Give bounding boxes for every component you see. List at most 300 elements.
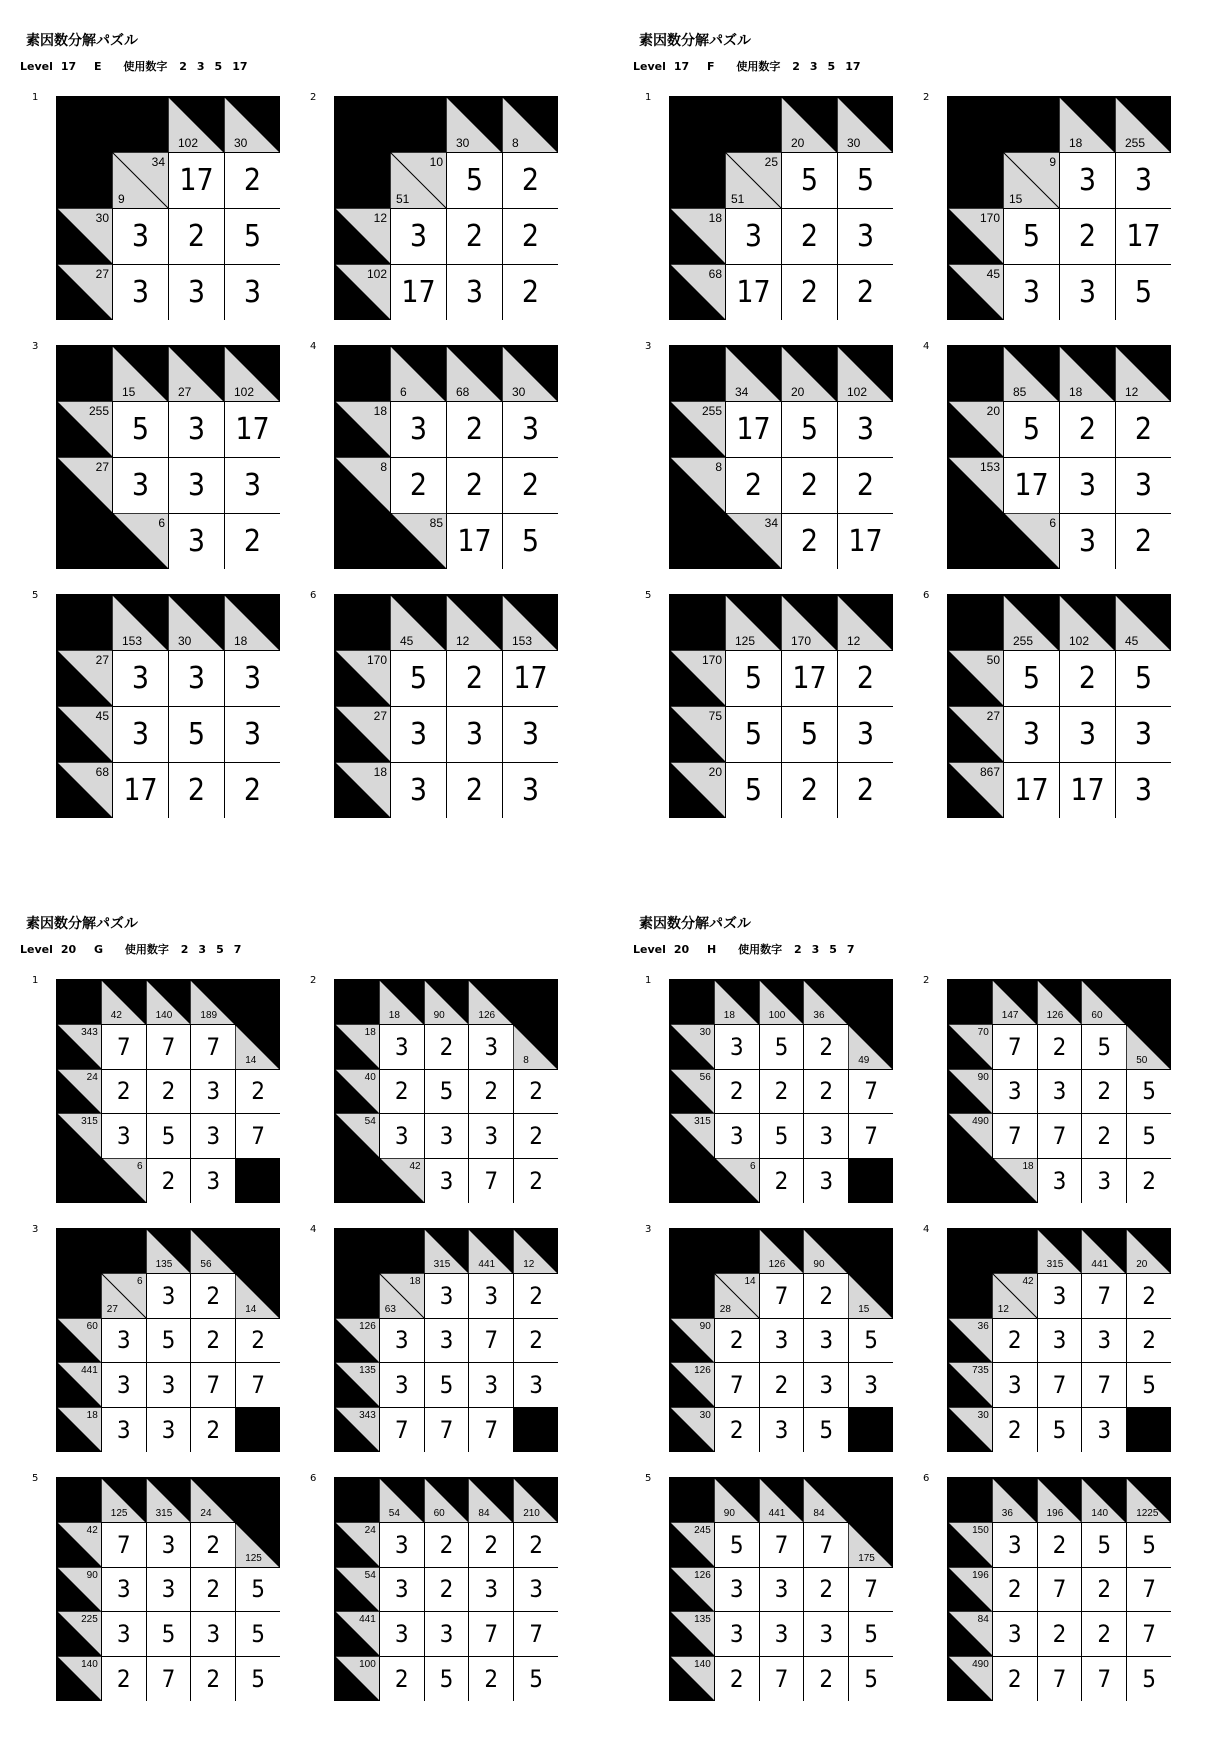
answer-cell[interactable]: 5 xyxy=(390,650,447,707)
answer-cell[interactable]: 7 xyxy=(1126,1567,1171,1613)
answer-cell[interactable]: 5 xyxy=(725,650,782,707)
sheet-title: 素因数分解パズル xyxy=(639,33,751,49)
answer-cell[interactable]: 3 xyxy=(714,1567,760,1613)
answer-cell[interactable]: 5 xyxy=(781,152,838,209)
answer-cell[interactable]: 3 xyxy=(468,1273,514,1319)
answer-cell[interactable]: 7 xyxy=(1081,1273,1127,1319)
clue-cell xyxy=(334,1407,380,1452)
answer-cell[interactable]: 2 xyxy=(781,762,838,818)
answer-cell[interactable]: 3 xyxy=(714,1113,760,1159)
answer-cell[interactable]: 2 xyxy=(101,1069,147,1115)
answer-cell[interactable]: 3 xyxy=(190,1113,236,1159)
answer-cell[interactable]: 3 xyxy=(112,457,169,514)
answer-cell[interactable]: 3 xyxy=(146,1273,192,1319)
answer-cell[interactable]: 7 xyxy=(146,1656,192,1701)
answer-cell[interactable]: 7 xyxy=(714,1362,760,1408)
answer-cell[interactable]: 7 xyxy=(468,1407,514,1452)
answer-cell[interactable]: 3 xyxy=(1081,1318,1127,1364)
answer-cell[interactable]: 3 xyxy=(725,208,782,265)
answer-cell[interactable]: 7 xyxy=(1126,1611,1171,1657)
answer-cell[interactable]: 3 xyxy=(224,457,280,514)
answer-cell[interactable]: 3 xyxy=(502,706,558,763)
answer-cell[interactable]: 2 xyxy=(502,208,558,265)
answer-cell[interactable]: 3 xyxy=(190,1158,236,1203)
answer-cell[interactable]: 17 xyxy=(1003,457,1060,514)
answer-cell[interactable]: 2 xyxy=(513,1522,558,1568)
answer-cell[interactable]: 5 xyxy=(513,1656,558,1701)
answer-cell[interactable]: 5 xyxy=(446,152,503,209)
answer-cell[interactable]: 3 xyxy=(1059,513,1116,569)
answer-cell[interactable]: 2 xyxy=(1059,401,1116,458)
answer-cell[interactable]: 5 xyxy=(235,1567,280,1613)
answer-cell[interactable]: 2 xyxy=(235,1318,280,1364)
answer-cell[interactable]: 3 xyxy=(803,1158,849,1203)
answer-cell[interactable]: 2 xyxy=(992,1407,1038,1452)
row-clue: 343 xyxy=(359,1410,376,1422)
answer-cell[interactable]: 5 xyxy=(759,1024,805,1070)
answer-cell[interactable]: 3 xyxy=(379,1318,425,1364)
answer-cell[interactable]: 3 xyxy=(190,1611,236,1657)
answer-cell[interactable]: 2 xyxy=(837,650,893,707)
answer-cell[interactable]: 5 xyxy=(1126,1113,1171,1159)
answer-cell[interactable]: 3 xyxy=(446,706,503,763)
answer-cell[interactable]: 2 xyxy=(502,152,558,209)
answer-cell[interactable]: 5 xyxy=(1003,208,1060,265)
answer-cell[interactable]: 2 xyxy=(1037,1024,1083,1070)
answer-cell[interactable]: 7 xyxy=(759,1656,805,1701)
clue-cell xyxy=(224,96,280,153)
answer-cell[interactable]: 17 xyxy=(390,264,447,320)
puzzle-number: 6 xyxy=(310,1473,317,1484)
answer-cell[interactable]: 2 xyxy=(992,1567,1038,1613)
answer-cell[interactable]: 3 xyxy=(992,1362,1038,1408)
answer-cell[interactable]: 3 xyxy=(759,1318,805,1364)
answer-cell[interactable]: 5 xyxy=(146,1611,192,1657)
answer-cell[interactable]: 2 xyxy=(803,1273,849,1319)
answer-cell[interactable]: 5 xyxy=(714,1522,760,1568)
answer-cell[interactable]: 5 xyxy=(168,706,225,763)
answer-cell[interactable]: 2 xyxy=(1081,1069,1127,1115)
answer-cell[interactable]: 2 xyxy=(446,650,503,707)
answer-cell[interactable]: 3 xyxy=(112,208,169,265)
answer-cell[interactable]: 3 xyxy=(837,401,893,458)
answer-cell[interactable]: 3 xyxy=(1081,1407,1127,1452)
answer-cell[interactable]: 2 xyxy=(714,1069,760,1115)
answer-cell[interactable]: 2 xyxy=(424,1522,470,1568)
answer-cell[interactable]: 2 xyxy=(502,264,558,320)
clue-cell xyxy=(56,1656,102,1701)
answer-cell[interactable]: 7 xyxy=(424,1407,470,1452)
answer-cell[interactable]: 17 xyxy=(168,152,225,209)
answer-cell[interactable]: 3 xyxy=(1059,706,1116,763)
answer-cell[interactable]: 3 xyxy=(101,1611,147,1657)
answer-cell[interactable]: 5 xyxy=(235,1611,280,1657)
answer-cell[interactable]: 7 xyxy=(1037,1113,1083,1159)
answer-cell[interactable]: 3 xyxy=(1003,264,1060,320)
answer-cell[interactable]: 3 xyxy=(168,457,225,514)
answer-cell[interactable]: 17 xyxy=(725,264,782,320)
answer-cell[interactable]: 7 xyxy=(1037,1567,1083,1613)
answer-cell[interactable]: 3 xyxy=(513,1362,558,1408)
answer-cell[interactable]: 5 xyxy=(1126,1362,1171,1408)
answer-cell[interactable]: 3 xyxy=(1115,457,1171,514)
answer-cell[interactable]: 7 xyxy=(468,1318,514,1364)
answer-cell[interactable]: 3 xyxy=(390,762,447,818)
answer-cell[interactable]: 2 xyxy=(992,1318,1038,1364)
answer-cell[interactable]: 2 xyxy=(224,152,280,209)
answer-cell[interactable]: 7 xyxy=(759,1273,805,1319)
row-clue: 42 xyxy=(409,1161,421,1173)
answer-cell[interactable]: 3 xyxy=(759,1567,805,1613)
column-clue: 12 xyxy=(1125,385,1139,399)
row-clue: 18 xyxy=(1022,1161,1034,1173)
answer-cell[interactable]: 3 xyxy=(1037,1273,1083,1319)
answer-cell[interactable]: 7 xyxy=(101,1024,147,1070)
answer-cell[interactable]: 3 xyxy=(224,264,280,320)
answer-cell[interactable]: 3 xyxy=(468,1024,514,1070)
answer-cell[interactable]: 2 xyxy=(446,401,503,458)
answer-cell[interactable]: 5 xyxy=(803,1407,849,1452)
answer-cell[interactable]: 3 xyxy=(424,1318,470,1364)
answer-cell[interactable]: 7 xyxy=(101,1522,147,1568)
answer-cell[interactable]: 5 xyxy=(424,1069,470,1115)
answer-cell[interactable]: 7 xyxy=(190,1362,236,1408)
answer-cell[interactable]: 3 xyxy=(379,1522,425,1568)
answer-cell[interactable]: 5 xyxy=(1115,650,1171,707)
answer-cell[interactable]: 17 xyxy=(725,401,782,458)
answer-cell[interactable]: 7 xyxy=(848,1567,893,1613)
answer-cell[interactable]: 2 xyxy=(513,1113,558,1159)
answer-cell[interactable]: 7 xyxy=(848,1069,893,1115)
answer-cell[interactable]: 2 xyxy=(513,1318,558,1364)
answer-cell[interactable]: 7 xyxy=(759,1522,805,1568)
column-clue: 15 xyxy=(1009,192,1023,206)
answer-cell[interactable]: 2 xyxy=(803,1024,849,1070)
answer-cell[interactable]: 7 xyxy=(235,1113,280,1159)
answer-cell[interactable]: 5 xyxy=(146,1318,192,1364)
answer-cell[interactable]: 5 xyxy=(1126,1656,1171,1701)
answer-cell[interactable]: 2 xyxy=(837,264,893,320)
answer-cell[interactable]: 3 xyxy=(714,1611,760,1657)
clue-cell xyxy=(1126,1024,1171,1070)
answer-cell[interactable]: 2 xyxy=(1126,1273,1171,1319)
answer-cell[interactable]: 2 xyxy=(502,457,558,514)
answer-cell[interactable]: 7 xyxy=(992,1113,1038,1159)
answer-cell[interactable]: 2 xyxy=(513,1069,558,1115)
answer-cell[interactable]: 3 xyxy=(379,1024,425,1070)
blocked-cell xyxy=(235,979,280,1025)
answer-cell[interactable]: 2 xyxy=(190,1273,236,1319)
answer-cell[interactable]: 17 xyxy=(224,401,280,458)
answer-cell[interactable]: 3 xyxy=(759,1407,805,1452)
clue-cell xyxy=(992,1273,1038,1319)
answer-cell[interactable]: 3 xyxy=(1115,762,1171,818)
answer-cell[interactable]: 7 xyxy=(513,1611,558,1657)
answer-cell[interactable]: 3 xyxy=(146,1362,192,1408)
answer-cell[interactable]: 3 xyxy=(379,1611,425,1657)
answer-cell[interactable]: 2 xyxy=(837,762,893,818)
clue-triangle-shape xyxy=(168,345,225,402)
answer-cell[interactable]: 5 xyxy=(1126,1069,1171,1115)
answer-cell[interactable]: 17 xyxy=(112,762,169,818)
answer-cell[interactable]: 2 xyxy=(424,1567,470,1613)
answer-cell[interactable]: 7 xyxy=(803,1522,849,1568)
answer-cell[interactable]: 3 xyxy=(224,650,280,707)
answer-cell[interactable]: 3 xyxy=(101,1362,147,1408)
answer-cell[interactable]: 3 xyxy=(168,264,225,320)
answer-cell[interactable]: 3 xyxy=(837,706,893,763)
answer-cell[interactable]: 2 xyxy=(725,457,782,514)
answer-cell[interactable]: 3 xyxy=(101,1318,147,1364)
answer-cell[interactable]: 2 xyxy=(714,1318,760,1364)
answer-cell[interactable]: 3 xyxy=(848,1362,893,1408)
answer-cell[interactable]: 2 xyxy=(781,264,838,320)
clue-cell xyxy=(947,1069,993,1115)
answer-cell[interactable]: 3 xyxy=(379,1362,425,1408)
answer-cell[interactable]: 7 xyxy=(1081,1362,1127,1408)
answer-cell[interactable]: 5 xyxy=(1003,650,1060,707)
answer-cell[interactable]: 2 xyxy=(190,1407,236,1452)
answer-cell[interactable]: 5 xyxy=(235,1656,280,1701)
answer-cell[interactable]: 2 xyxy=(513,1273,558,1319)
answer-cell[interactable]: 2 xyxy=(146,1069,192,1115)
answer-cell[interactable]: 3 xyxy=(379,1113,425,1159)
answer-cell[interactable]: 3 xyxy=(468,1113,514,1159)
answer-cell[interactable]: 5 xyxy=(224,208,280,265)
answer-cell[interactable]: 3 xyxy=(1003,706,1060,763)
answer-cell[interactable]: 7 xyxy=(1037,1656,1083,1701)
answer-cell[interactable]: 2 xyxy=(781,208,838,265)
answer-cell[interactable]: 3 xyxy=(112,706,169,763)
answer-cell[interactable]: 3 xyxy=(112,650,169,707)
answer-cell[interactable]: 3 xyxy=(379,1567,425,1613)
answer-cell[interactable]: 5 xyxy=(1115,264,1171,320)
answer-cell[interactable]: 2 xyxy=(1081,1611,1127,1657)
answer-cell[interactable]: 3 xyxy=(992,1611,1038,1657)
answer-cell[interactable]: 7 xyxy=(146,1024,192,1070)
answer-cell[interactable]: 2 xyxy=(1115,513,1171,569)
answer-cell[interactable]: 3 xyxy=(1115,706,1171,763)
answer-cell[interactable]: 5 xyxy=(725,762,782,818)
clue-cell xyxy=(1037,979,1083,1025)
answer-cell[interactable]: 3 xyxy=(168,401,225,458)
answer-cell[interactable]: 3 xyxy=(168,513,225,569)
answer-cell[interactable]: 17 xyxy=(1003,762,1060,818)
answer-cell[interactable]: 3 xyxy=(759,1611,805,1657)
clue-cell xyxy=(334,1113,380,1159)
answer-cell[interactable]: 2 xyxy=(468,1656,514,1701)
answer-cell[interactable]: 2 xyxy=(224,513,280,569)
answer-cell[interactable]: 5 xyxy=(1081,1522,1127,1568)
answer-cell[interactable]: 2 xyxy=(190,1567,236,1613)
answer-cell[interactable]: 2 xyxy=(446,762,503,818)
answer-cell[interactable]: 2 xyxy=(168,762,225,818)
answer-cell[interactable]: 2 xyxy=(1081,1567,1127,1613)
answer-cell[interactable]: 2 xyxy=(781,513,838,569)
answer-cell[interactable]: 3 xyxy=(446,264,503,320)
answer-cell[interactable]: 3 xyxy=(146,1407,192,1452)
answer-cell[interactable]: 3 xyxy=(190,1069,236,1115)
answer-cell[interactable]: 3 xyxy=(390,208,447,265)
answer-cell[interactable]: 2 xyxy=(146,1158,192,1203)
answer-cell[interactable]: 3 xyxy=(1059,152,1116,209)
answer-cell[interactable]: 5 xyxy=(759,1113,805,1159)
answer-cell[interactable]: 7 xyxy=(468,1158,514,1203)
answer-cell[interactable]: 3 xyxy=(513,1567,558,1613)
answer-cell[interactable]: 3 xyxy=(168,650,225,707)
answer-cell[interactable]: 2 xyxy=(190,1656,236,1701)
answer-cell[interactable]: 5 xyxy=(848,1318,893,1364)
answer-cell[interactable]: 5 xyxy=(848,1656,893,1701)
answer-cell[interactable]: 2 xyxy=(190,1318,236,1364)
answer-cell[interactable]: 2 xyxy=(1059,650,1116,707)
answer-cell[interactable]: 2 xyxy=(390,457,447,514)
answer-cell[interactable]: 17 xyxy=(502,650,558,707)
answer-cell[interactable]: 3 xyxy=(424,1611,470,1657)
answer-cell[interactable]: 17 xyxy=(446,513,503,569)
answer-cell[interactable]: 5 xyxy=(725,706,782,763)
row-clue: 18 xyxy=(364,1026,376,1038)
answer-cell[interactable]: 17 xyxy=(1115,208,1171,265)
answer-cell[interactable]: 2 xyxy=(803,1567,849,1613)
answer-cell[interactable]: 2 xyxy=(781,457,838,514)
blocked-cell xyxy=(947,1228,993,1274)
answer-cell[interactable]: 3 xyxy=(803,1318,849,1364)
answer-cell[interactable]: 5 xyxy=(502,513,558,569)
answer-cell[interactable]: 3 xyxy=(424,1113,470,1159)
answer-cell[interactable]: 5 xyxy=(112,401,169,458)
answer-cell[interactable]: 7 xyxy=(848,1113,893,1159)
answer-cell[interactable]: 5 xyxy=(837,152,893,209)
answer-cell[interactable]: 7 xyxy=(190,1024,236,1070)
answer-cell[interactable]: 17 xyxy=(1059,762,1116,818)
answer-cell[interactable]: 3 xyxy=(424,1158,470,1203)
answer-cell[interactable]: 3 xyxy=(146,1567,192,1613)
answer-cell[interactable]: 17 xyxy=(781,650,838,707)
answer-cell[interactable]: 3 xyxy=(390,706,447,763)
answer-cell[interactable]: 3 xyxy=(224,706,280,763)
answer-cell[interactable]: 5 xyxy=(1037,1407,1083,1452)
answer-cell[interactable]: 2 xyxy=(714,1656,760,1701)
column-clue: 51 xyxy=(731,192,745,206)
answer-cell[interactable]: 3 xyxy=(992,1522,1038,1568)
answer-cell[interactable]: 3 xyxy=(101,1407,147,1452)
answer-cell[interactable]: 3 xyxy=(837,208,893,265)
answer-cell[interactable]: 3 xyxy=(101,1567,147,1613)
answer-cell[interactable]: 5 xyxy=(781,401,838,458)
answer-cell[interactable]: 5 xyxy=(146,1113,192,1159)
answer-cell[interactable]: 2 xyxy=(424,1024,470,1070)
answer-cell[interactable]: 3 xyxy=(803,1611,849,1657)
answer-cell[interactable]: 3 xyxy=(803,1113,849,1159)
clue-cell xyxy=(56,457,113,514)
answer-cell[interactable]: 2 xyxy=(101,1656,147,1701)
answer-cell[interactable]: 5 xyxy=(1003,401,1060,458)
answer-cell[interactable]: 2 xyxy=(759,1158,805,1203)
answer-cell[interactable]: 5 xyxy=(1081,1024,1127,1070)
answer-cell[interactable]: 2 xyxy=(1081,1113,1127,1159)
answer-cell[interactable]: 17 xyxy=(837,513,893,569)
answer-cell[interactable]: 2 xyxy=(837,457,893,514)
answer-cell[interactable]: 2 xyxy=(803,1656,849,1701)
answer-cell[interactable]: 3 xyxy=(502,401,558,458)
answer-cell[interactable]: 3 xyxy=(468,1362,514,1408)
answer-cell[interactable]: 2 xyxy=(1126,1158,1171,1203)
answer-cell[interactable]: 2 xyxy=(446,457,503,514)
answer-cell[interactable]: 3 xyxy=(502,762,558,818)
clue-cell xyxy=(669,1318,715,1364)
answer-cell[interactable]: 3 xyxy=(1037,1318,1083,1364)
answer-cell[interactable]: 7 xyxy=(1081,1656,1127,1701)
answer-cell[interactable]: 2 xyxy=(468,1522,514,1568)
clue-triangle-shape xyxy=(168,594,225,651)
answer-cell[interactable]: 7 xyxy=(1037,1362,1083,1408)
answer-cell[interactable]: 3 xyxy=(1037,1158,1083,1203)
answer-cell[interactable]: 3 xyxy=(1115,152,1171,209)
answer-cell[interactable]: 2 xyxy=(803,1069,849,1115)
answer-cell[interactable]: 2 xyxy=(1126,1318,1171,1364)
answer-cell[interactable]: 3 xyxy=(1081,1158,1127,1203)
row-clue: 100 xyxy=(359,1659,376,1671)
answer-cell[interactable]: 2 xyxy=(1037,1611,1083,1657)
answer-cell[interactable]: 3 xyxy=(714,1024,760,1070)
answer-cell[interactable]: 2 xyxy=(1037,1522,1083,1568)
answer-cell[interactable]: 7 xyxy=(379,1407,425,1452)
answer-cell[interactable]: 3 xyxy=(390,401,447,458)
answer-cell[interactable]: 2 xyxy=(224,762,280,818)
answer-cell[interactable]: 7 xyxy=(468,1611,514,1657)
answer-cell[interactable]: 2 xyxy=(759,1069,805,1115)
answer-cell[interactable]: 2 xyxy=(379,1069,425,1115)
answer-cell[interactable]: 5 xyxy=(781,706,838,763)
answer-cell[interactable]: 5 xyxy=(1126,1522,1171,1568)
column-clue: 34 xyxy=(735,385,749,399)
column-clue: 153 xyxy=(122,634,143,648)
answer-cell[interactable]: 3 xyxy=(424,1273,470,1319)
answer-cell[interactable]: 3 xyxy=(468,1567,514,1613)
answer-cell[interactable]: 2 xyxy=(714,1407,760,1452)
column-clue: 15 xyxy=(122,385,136,399)
answer-cell[interactable]: 3 xyxy=(803,1362,849,1408)
answer-cell[interactable]: 5 xyxy=(848,1611,893,1657)
answer-cell[interactable]: 7 xyxy=(235,1362,280,1408)
answer-cell[interactable]: 2 xyxy=(513,1158,558,1203)
answer-cell[interactable]: 5 xyxy=(424,1656,470,1701)
answer-cell[interactable]: 5 xyxy=(424,1362,470,1408)
answer-cell[interactable]: 3 xyxy=(146,1522,192,1568)
clue-cell xyxy=(1003,345,1060,402)
answer-cell[interactable]: 3 xyxy=(1037,1069,1083,1115)
row-clue: 84 xyxy=(977,1614,989,1626)
answer-cell[interactable]: 2 xyxy=(1059,208,1116,265)
answer-cell[interactable]: 2 xyxy=(468,1069,514,1115)
answer-cell[interactable]: 2 xyxy=(168,208,225,265)
answer-cell[interactable]: 2 xyxy=(446,208,503,265)
answer-cell[interactable]: 2 xyxy=(235,1069,280,1115)
answer-cell[interactable]: 3 xyxy=(1059,264,1116,320)
answer-cell[interactable]: 2 xyxy=(1115,401,1171,458)
answer-cell[interactable]: 3 xyxy=(112,264,169,320)
answer-cell[interactable]: 3 xyxy=(1059,457,1116,514)
answer-cell[interactable]: 7 xyxy=(992,1024,1038,1070)
answer-cell[interactable]: 2 xyxy=(190,1522,236,1568)
answer-cell[interactable]: 2 xyxy=(759,1362,805,1408)
answer-cell[interactable]: 3 xyxy=(101,1113,147,1159)
answer-cell[interactable]: 2 xyxy=(992,1656,1038,1701)
answer-cell[interactable]: 3 xyxy=(992,1069,1038,1115)
column-clue: 315 xyxy=(1046,1258,1064,1270)
answer-cell[interactable]: 2 xyxy=(379,1656,425,1701)
